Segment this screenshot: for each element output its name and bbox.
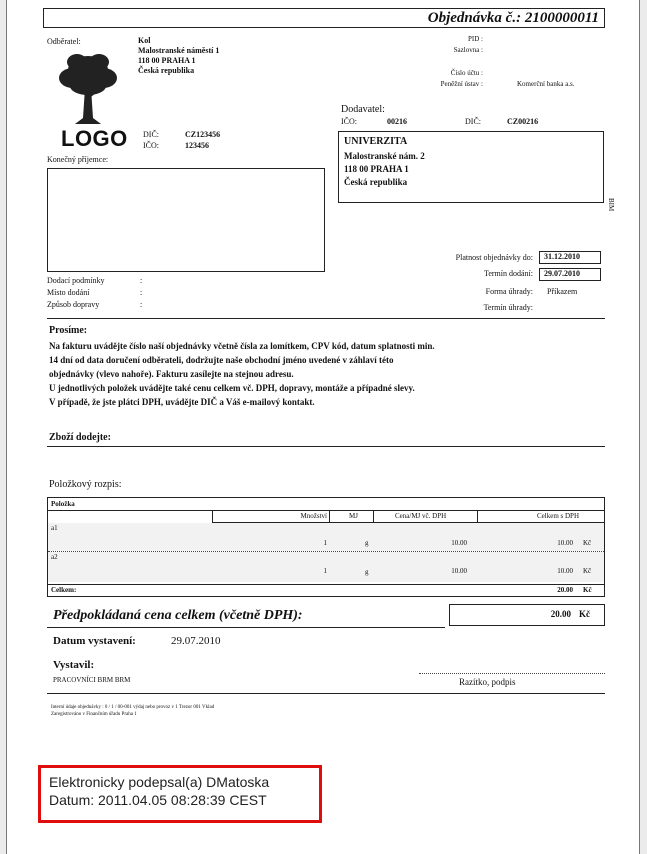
request-heading: Prosíme: — [49, 325, 88, 336]
row-currency: Kč — [583, 567, 592, 575]
vendor-country: Česká republika — [344, 177, 408, 187]
customer-label: Odběratel: — [47, 37, 81, 46]
final-recipient-label: Konečný příjemce: — [47, 155, 109, 164]
customer-ico-value: 123456 — [185, 141, 209, 150]
col-total: Celkem s DPH — [537, 512, 579, 520]
goods-heading: Zboží dodejte: — [49, 432, 111, 443]
account-number-label: Číslo účtu : — [450, 69, 483, 77]
bank-label: Peněžní ústav : — [440, 80, 483, 88]
row-unit: g — [365, 539, 369, 547]
row-price: 10.00 — [451, 539, 467, 547]
request-body — [49, 339, 609, 409]
issue-date-label: Datum vystavení: — [53, 635, 136, 647]
logo-text: LOGO — [61, 126, 128, 151]
conditions-label: Dodací podmínky — [47, 276, 105, 285]
footer-note: Interní údaje objednávky : 0 / 1 / 00-001 výdaj nebo provoz v 1 Trezor 001 Vklad — [51, 705, 215, 710]
row-currency: Kč — [583, 539, 592, 547]
tree-logo-icon — [55, 48, 121, 126]
items-header-item: Položka — [51, 500, 75, 508]
sum-currency: Kč — [583, 586, 592, 594]
row-name: a1 — [51, 524, 58, 532]
request-line: Na fakturu uvádějte číslo naší objednávky včetně čísla za lomítkem, CPV kód, datum splatnosti min. — [49, 341, 435, 351]
stamp-label: Razítko, podpis — [459, 677, 516, 687]
signature-line-1: Elektronicky podepsal(a) DMatoska — [49, 774, 270, 790]
term-label: Termín dodání: — [484, 269, 533, 278]
estimate-currency: Kč — [579, 609, 590, 619]
customer-street: Malostranské náměstí 1 — [138, 46, 220, 55]
pid-label: PID : — [468, 35, 483, 43]
customer-dic-value: CZ123456 — [185, 130, 221, 139]
col-unit: MJ — [349, 512, 358, 520]
transport-colon: : — [140, 300, 143, 309]
estimate-label: Předpokládaná cena celkem (včetně DPH): — [53, 608, 303, 623]
estimate-value: 20.00 — [550, 609, 571, 619]
validity-label: Platnost objednávky do: — [455, 253, 533, 262]
account-label: Sazlovna : — [453, 46, 483, 54]
conditions-colon: : — [140, 276, 143, 285]
col-qty: Množství — [300, 512, 327, 520]
breakdown-label: Položkový rozpis: — [49, 479, 122, 490]
row-name: a2 — [51, 553, 58, 561]
vendor-dic-value: CZ00216 — [507, 117, 539, 126]
col-sep — [329, 510, 330, 523]
vendor-city: 118 00 PRAHA 1 — [344, 164, 409, 174]
vendor-dic-label: DIČ: — [465, 117, 481, 126]
request-line: V případě, že jste plátci DPH, uvádějte DIČ a Váš e-mailový kontakt. — [49, 397, 315, 407]
row-total: 10.00 — [557, 539, 573, 547]
issued-by-label: Vystavil: — [53, 659, 95, 671]
issued-by-value: PRACOVNÍCI BRM BRM — [53, 676, 131, 684]
vendor-street: Malostranské nám. 2 — [344, 151, 425, 161]
place-colon: : — [140, 288, 143, 297]
col-price: Cena/MJ vč. DPH — [395, 512, 447, 520]
col-sep — [373, 510, 374, 523]
bank-value: Komerční banka a.s. — [517, 80, 575, 88]
request-line: objednávky (vlevo nahoře). Fakturu zasílejte na stejnou adresu. — [49, 369, 294, 379]
sum-separator — [47, 584, 605, 585]
payment-label: Forma úhrady: — [485, 287, 533, 296]
customer-name: Kol — [138, 36, 151, 45]
vendor-name: UNIVERZITA — [344, 136, 408, 147]
row-unit: g — [365, 568, 369, 576]
signature-line-2: Datum: 2011.04.05 08:28:39 CEST — [49, 792, 267, 808]
sum-value: 20.00 — [557, 586, 573, 594]
document-page — [6, 0, 640, 854]
issue-date-value: 29.07.2010 — [171, 635, 221, 647]
row-price: 10.00 — [451, 567, 467, 575]
term-value: 29.07.2010 — [539, 268, 601, 281]
footer-notes — [51, 704, 214, 718]
transport-label: Způsob dopravy — [47, 300, 100, 309]
divider-line — [47, 318, 605, 319]
row-qty: 1 — [323, 539, 327, 547]
customer-dic-label: DIČ: — [143, 130, 159, 139]
digital-signature-box — [38, 765, 322, 823]
footer-note: Zaregistrováno v Finančním úřadu Praha 1 — [51, 712, 137, 717]
col-sep — [477, 510, 478, 523]
footer-divider — [47, 693, 605, 694]
row-total: 10.00 — [557, 567, 573, 575]
validity-value: 31.12.2010 — [539, 251, 601, 264]
payment-value: Příkazem — [547, 287, 578, 296]
invoice-term-label: Termín úhrady: — [483, 303, 533, 312]
final-recipient-box — [47, 168, 325, 272]
row-qty: 1 — [323, 567, 327, 575]
vendor-label: Dodavatel: — [341, 104, 385, 115]
order-title: Objednávka č.: 2100000011 — [427, 10, 599, 26]
page-marker: BIM — [607, 198, 615, 212]
customer-city: 118 00 PRAHA 1 — [138, 56, 196, 65]
vendor-ico-label: IČO: — [341, 117, 357, 126]
customer-country: Česká republika — [138, 66, 195, 75]
stamp-line — [419, 673, 605, 674]
customer-ico-label: IČO: — [143, 141, 159, 150]
request-line: U jednotlivých položek uvádějte také cenu celkem vč. DPH, dopravy, montáže a případné slevy. — [49, 383, 415, 393]
request-line: 14 dní od data doručení odběrateli, dodržujte naše obchodní jméno uvedené v záhlaví této — [49, 355, 394, 365]
vendor-ico-value: 00216 — [387, 117, 407, 126]
estimate-underline — [47, 627, 445, 628]
sum-label: Celkem: — [51, 586, 77, 594]
place-label: Místo dodání — [47, 288, 90, 297]
goods-line — [47, 446, 605, 447]
